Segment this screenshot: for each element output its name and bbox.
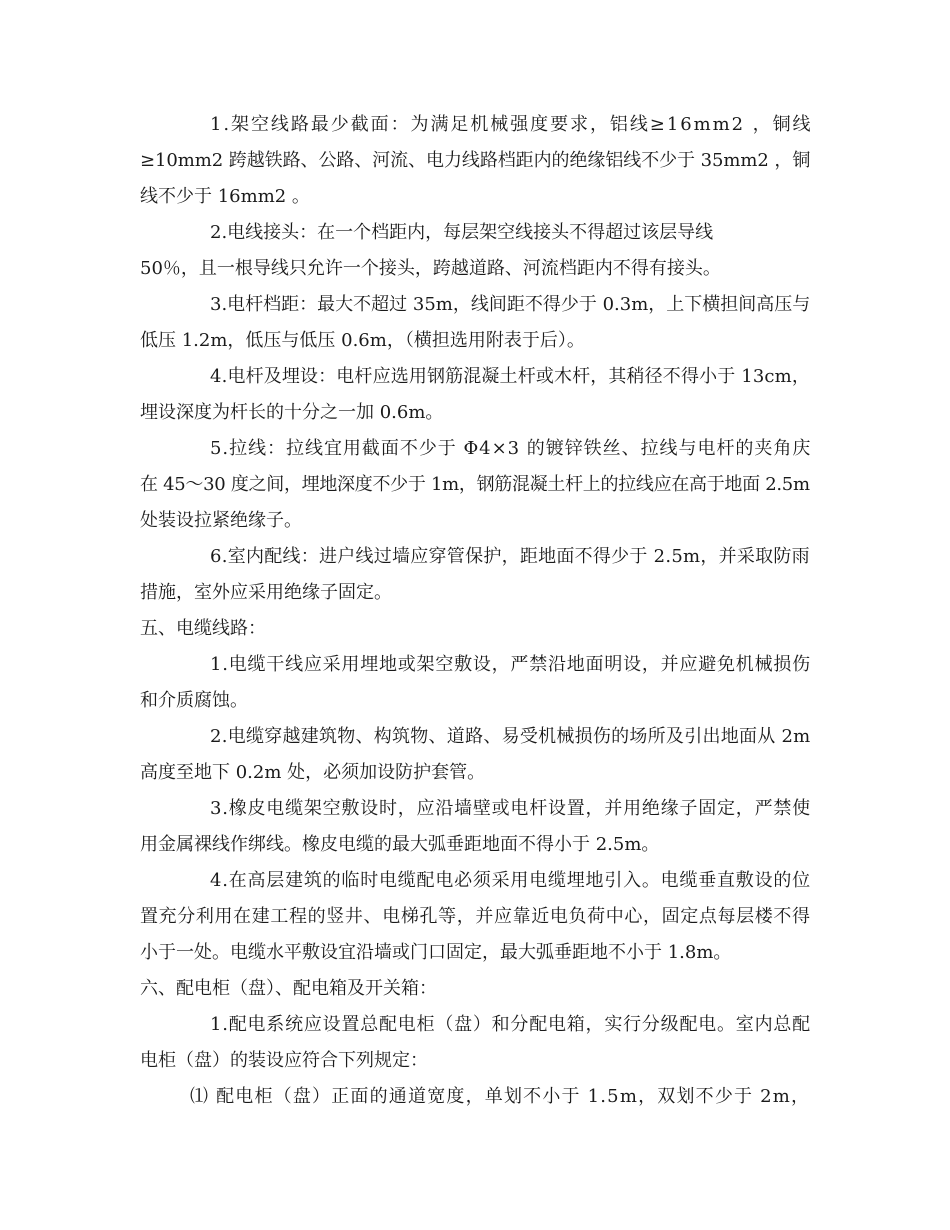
paragraph-guy-wire-line-3: 处装设拉紧绝缘子。 <box>140 510 302 531</box>
paragraph-distribution-system-line-1: 1.配电系统应设置总配电柜（盘）和分配电箱，实行分级配电。室内总配 <box>210 1014 811 1035</box>
paragraph-pole-span-line-2: 低压 1.2m，低压与低压 0.6m，（横担选用附表于后）。 <box>140 330 585 351</box>
paragraph-cable-crossing-line-1: 2.电缆穿越建筑物、构筑物、道路、易受机械损伤的场所及引出地面从 2m <box>210 726 811 747</box>
paragraph-pole-burial-line-1: 4.电杆及埋设：电杆应选用钢筋混凝土杆或木杆，其稍径不得小于 13cm， <box>210 366 810 387</box>
list-item-cabinet-aisle-width: ⑴ 配电柜（盘）正面的通道宽度，单划不小于 1.5m，双划不少于 2m， <box>190 1086 811 1107</box>
paragraph-distribution-system-line-2: 电柜（盘）的装设应符合下列规定： <box>140 1050 428 1071</box>
paragraph-cable-trunk-line-1: 1.电缆干线应采用埋地或架空敷设，严禁沿地面明设，并应避免机械损伤 <box>210 654 811 675</box>
paragraph-overhead-line-section-line-2: ≥10mm2 跨越铁路、公路、河流、电力线路档距内的绝缘铝线不少于 35mm2 ，铜 <box>140 150 811 171</box>
paragraph-overhead-line-section-line-1: 1.架空线路最少截面：为满足机械强度要求，铝线≥16mm2 ，铜线 <box>210 114 813 135</box>
section-heading-distribution-boxes: 六、配电柜（盘）、配电箱及开关箱： <box>140 978 437 999</box>
paragraph-cable-crossing-line-2: 高度至地下 0.2m 处，必须加设防护套管。 <box>140 762 486 783</box>
paragraph-guy-wire-line-1: 5.拉线：拉线宜用截面不少于 Φ4×3 的镀锌铁丝、拉线与电杆的夹角庆 <box>210 438 812 459</box>
paragraph-indoor-wiring-line-2: 措施，室外应采用绝缘子固定。 <box>140 582 392 603</box>
paragraph-pole-burial-line-2: 埋设深度为杆长的十分之一加 0.6m。 <box>140 402 444 423</box>
section-heading-cable-lines: 五、电缆线路： <box>140 618 266 639</box>
paragraph-guy-wire-line-2: 在 45～30 度之间，埋地深度不少于 1m，钢筋混凝土杆上的拉线应在高于地面 2.5m <box>140 474 810 495</box>
paragraph-wire-joint-line-1: 2.电线接头：在一个档距内，每层架空线接头不得超过该层导线 <box>210 222 714 243</box>
paragraph-indoor-wiring-line-1: 6.室内配线：进户线过墙应穿管保护，距地面不得少于 2.5m，并采取防雨 <box>210 546 810 567</box>
paragraph-high-rise-cable-line-2: 置充分利用在建工程的竖井、电梯孔等，并应靠近电负荷中心，固定点每层楼不得 <box>140 906 811 927</box>
paragraph-high-rise-cable-line-1: 4.在高层建筑的临时电缆配电必须采用电缆埋地引入。电缆垂直敷设的位 <box>210 870 811 891</box>
paragraph-rubber-cable-line-2: 用金属裸线作绑线。橡皮电缆的最大弧垂距地面不得小于 2.5m。 <box>140 834 660 855</box>
paragraph-wire-joint-line-2: 50％，且一根导线只允许一个接头，跨越道路、河流档距内不得有接头。 <box>140 258 721 279</box>
paragraph-rubber-cable-line-1: 3.橡皮电缆架空敷设时，应沿墙壁或电杆设置，并用绝缘子固定，严禁使 <box>210 798 811 819</box>
paragraph-high-rise-cable-line-3: 小于一处。电缆水平敷设宜沿墙或门口固定，最大弧垂距地不小于 1.8m。 <box>140 942 732 963</box>
paragraph-cable-trunk-line-2: 和介质腐蚀。 <box>140 690 248 711</box>
paragraph-pole-span-line-1: 3.电杆档距：最大不超过 35m，线间距不得少于 0.3m，上下横担间高压与 <box>210 294 811 315</box>
paragraph-overhead-line-section-line-3: 线不少于 16mm2 。 <box>140 186 310 207</box>
